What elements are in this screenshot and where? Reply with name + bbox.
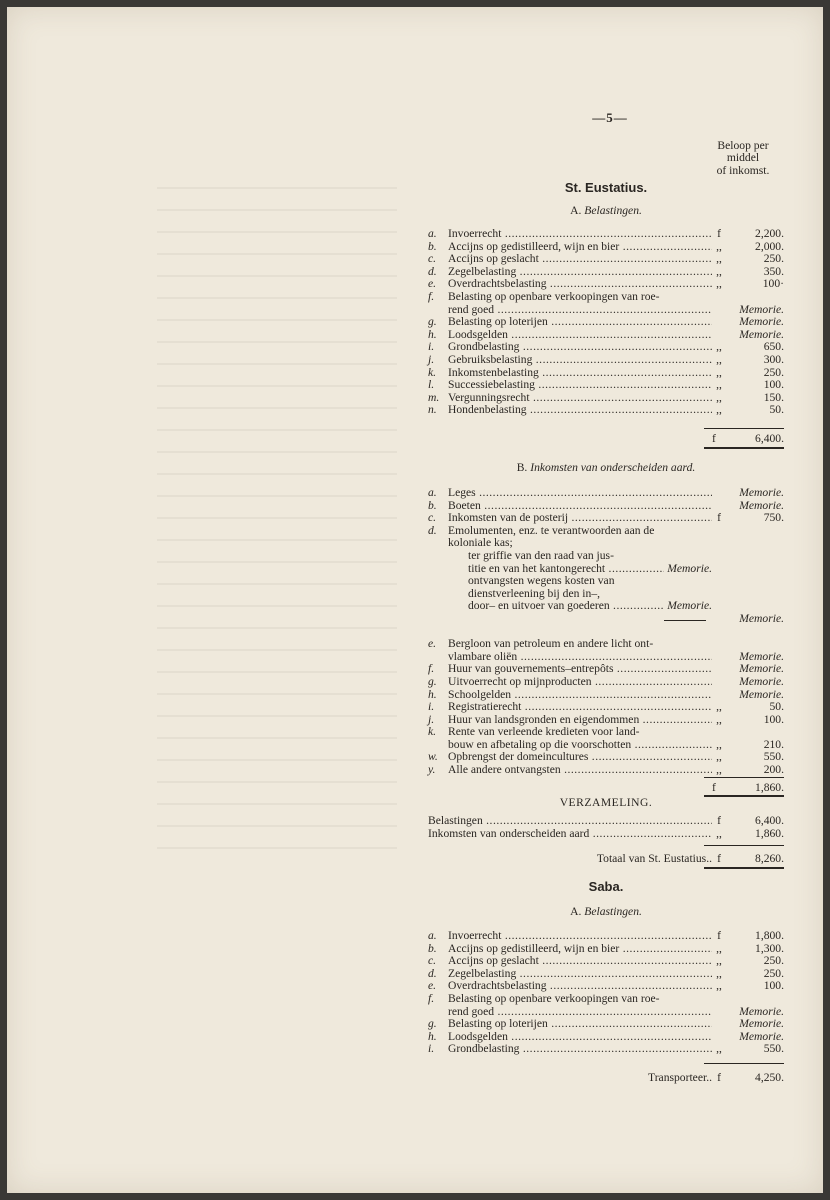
line-item (428, 241, 784, 254)
section-title-saba: Saba. (588, 879, 624, 894)
item-amount: 250. (763, 966, 784, 980)
item-amount: 2,000. (755, 239, 784, 253)
item-description: Huur van gouvernements–entrepôts ..... (448, 663, 712, 676)
line-item (428, 1031, 784, 1044)
item-amount: 100. (763, 378, 784, 392)
item-amount: 200. (763, 763, 784, 777)
currency: ,, (716, 340, 722, 354)
grand-total-amount: 8,260. (755, 852, 784, 865)
item-description: Zegelbelasting ..... (448, 968, 712, 981)
item-amount: 50. (769, 403, 784, 417)
line-item (428, 291, 784, 304)
item-amount: 1,860. (755, 826, 784, 840)
inline-memorie: Memorie. (664, 600, 712, 613)
subsection-letter: B. (516, 461, 528, 474)
eustatius-inkomsten-list (428, 487, 784, 777)
line-item (428, 930, 784, 943)
line-item (428, 828, 784, 841)
item-letter: c. (428, 252, 437, 266)
item-description: dienstverleening bij den in–, (468, 587, 601, 600)
line-item (428, 228, 784, 241)
line-item (428, 815, 784, 828)
subsection-letter: A. (570, 204, 582, 217)
currency: ,, (716, 954, 722, 968)
line-item (428, 1006, 784, 1019)
subsection-subtitle: Inkomsten van onderscheiden aard. (530, 461, 696, 474)
item-letter: y. (428, 763, 436, 777)
item-letter: h. (428, 687, 437, 701)
line-item (428, 676, 784, 689)
item-description: Inkomstenbelasting ..... (448, 367, 712, 380)
line-item (428, 379, 784, 392)
line-item (428, 980, 784, 993)
item-amount: 6,400. (755, 814, 784, 827)
item-letter: a. (428, 227, 437, 240)
line-item (428, 525, 784, 538)
column-header (700, 140, 786, 177)
line-item (428, 537, 784, 550)
item-description: Bergloon van petroleum en andere licht ont- (448, 638, 654, 651)
line-item (428, 404, 784, 417)
item-letter: g. (428, 1017, 437, 1031)
subsection-a-heading (428, 204, 784, 217)
currency: f (717, 1071, 721, 1084)
item-amount: 210. (763, 737, 784, 751)
item-description: Loodsgelden ..... (448, 329, 712, 342)
item-description: Uitvoerrecht op mijnproducten ..... (448, 676, 712, 689)
line-item (428, 968, 784, 981)
section-title-st-eustatius: St. Eustatius. (564, 180, 648, 195)
item-description: Belasting op loterijen ..... (448, 316, 712, 329)
item-amount: Memorie. (739, 302, 784, 316)
item-description: ontvangsten wegens kosten van (468, 575, 615, 588)
item-description: Alle andere ontvangsten ..... (448, 764, 712, 777)
saba-belastingen-list (428, 930, 784, 1056)
item-amount: 1,800. (755, 929, 784, 942)
item-amount: Memorie. (739, 498, 784, 512)
line-item (428, 392, 784, 405)
line-item (428, 993, 784, 1006)
item-description: Invoerrecht ..... (448, 228, 712, 241)
line-item (428, 651, 784, 664)
item-letter: f. (428, 289, 435, 303)
item-amount: 2,200. (755, 227, 784, 240)
currency: ,, (716, 750, 722, 764)
total-amount: 6,400. (755, 432, 784, 445)
currency: ,, (716, 252, 722, 266)
item-amount: Memorie. (739, 486, 784, 499)
line-item (428, 626, 784, 639)
item-description: Zegelbelasting ..... (448, 266, 712, 279)
line-item (428, 739, 784, 752)
line-item (428, 600, 784, 613)
item-description: Invoerrecht ..... (448, 930, 712, 943)
item-amount: 100· (762, 277, 784, 291)
item-description: Belasting op openbare verkoopingen van roe- (448, 290, 660, 303)
item-amount: 100. (763, 712, 784, 726)
line-item (428, 500, 784, 513)
currency: f (717, 227, 721, 240)
item-description: Accijns op geslacht ..... (448, 955, 712, 968)
currency: ,, (716, 763, 722, 777)
item-letter: g. (428, 674, 437, 688)
eustatius-belastingen-list (428, 228, 784, 417)
item-description: rend goed ..... (448, 1006, 712, 1019)
sum-rule (704, 1063, 784, 1064)
item-amount: 50. (769, 700, 784, 714)
line-item (428, 726, 784, 739)
sum-rule (704, 428, 784, 429)
item-letter: f. (428, 662, 435, 676)
item-description: Hondenbelasting ..... (448, 404, 712, 417)
line-item (428, 1043, 784, 1056)
item-description: koloniale kas; (448, 537, 513, 550)
item-description: Huur van landsgronden en eigendommen ..... (448, 714, 712, 727)
item-description: Leges ..... (448, 487, 712, 500)
transport-label: Transporteer.. (648, 1071, 712, 1084)
line-item (428, 512, 784, 525)
currency: ,, (716, 712, 722, 726)
item-amount: Memorie. (739, 674, 784, 688)
item-amount: 250. (763, 954, 784, 968)
item-letter: a. (428, 929, 437, 942)
item-description: rend goed ..... (448, 304, 712, 317)
item-letter: j. (428, 712, 435, 726)
item-description: Grondbelasting ..... (448, 1043, 712, 1056)
line-item (428, 550, 784, 563)
subsum-rule (664, 620, 706, 621)
item-amount: Memorie. (739, 662, 784, 676)
item-letter: k. (428, 725, 437, 739)
item-letter: c. (428, 511, 437, 525)
item-amount: 250. (763, 252, 784, 266)
item-description: ter griffie van den raad van jus- (468, 549, 614, 562)
item-amount: 350. (763, 264, 784, 278)
item-description: Opbrengst der domeincultures ..... (448, 751, 712, 764)
item-letter: e. (428, 979, 437, 993)
subsection-subtitle: Belastingen. (584, 905, 642, 918)
currency: f (717, 814, 721, 827)
line-item (428, 253, 784, 266)
item-description: Inkomsten van de posterij ..... (448, 512, 712, 525)
currency: f (717, 929, 721, 942)
item-description: Belasting op loterijen ..... (448, 1018, 712, 1031)
currency: ,, (716, 941, 722, 955)
currency: ,, (716, 403, 722, 417)
item-amount: 550. (763, 1042, 784, 1056)
item-letter: i. (428, 340, 435, 354)
item-description: Belasting op openbare verkoopingen van roe- (448, 992, 660, 1005)
currency: f (712, 432, 716, 445)
item-letter: h. (428, 1029, 437, 1043)
sum-rule (704, 845, 784, 846)
item-amount: Memorie. (739, 1017, 784, 1031)
item-letter: c. (428, 954, 437, 968)
item-letter: e. (428, 637, 437, 651)
item-letter: k. (428, 365, 437, 379)
item-letter: i. (428, 1042, 435, 1056)
line-item (428, 689, 784, 702)
item-description: Rente van verleende kredieten voor land- (448, 726, 640, 739)
currency: ,, (716, 277, 722, 291)
total-rule (704, 867, 784, 869)
item-description: Gebruiksbelasting ..... (448, 354, 712, 367)
currency: ,, (716, 378, 722, 392)
line-item (428, 714, 784, 727)
verzameling-list (428, 815, 784, 840)
grand-total-label: Totaal van St. Eustatius.. (596, 852, 712, 865)
item-description: Boeten ..... (448, 500, 712, 513)
line-item (428, 575, 784, 588)
item-amount: Memorie. (739, 315, 784, 329)
item-letter: d. (428, 966, 437, 980)
item-amount: Memorie. (739, 1029, 784, 1043)
currency: ,, (716, 966, 722, 980)
item-letter: m. (428, 390, 440, 404)
total-rule (704, 447, 784, 449)
column-header-line: middel (726, 151, 760, 165)
page-number: —5— (592, 110, 628, 125)
bleed-through-shadow (157, 167, 397, 867)
subsection-letter: A. (570, 905, 582, 918)
currency: f (717, 852, 721, 865)
item-amount: 550. (763, 750, 784, 764)
currency: ,, (716, 700, 722, 714)
item-amount: 1,300. (755, 941, 784, 955)
currency: ,, (716, 737, 722, 751)
currency: ,, (716, 365, 722, 379)
line-item (428, 751, 784, 764)
item-letter: a. (428, 486, 437, 499)
currency: ,, (716, 826, 722, 840)
currency: ,, (716, 390, 722, 404)
item-description: Inkomsten van onderscheiden aard ..... (428, 828, 712, 841)
currency: ,, (716, 264, 722, 278)
line-item (428, 764, 784, 777)
item-amount: 750. (763, 511, 784, 525)
column-header-line: of inkomst. (716, 163, 770, 177)
currency: f (712, 781, 716, 794)
item-amount: Memorie. (739, 327, 784, 341)
item-letter: w. (428, 750, 438, 764)
item-amount: 650. (763, 340, 784, 354)
item-description: Grondbelasting ..... (448, 341, 712, 354)
item-description: Overdrachtsbelasting ..... (448, 980, 712, 993)
item-description: vlambare oliën ..... (448, 651, 712, 664)
item-letter: d. (428, 264, 437, 278)
line-item (428, 341, 784, 354)
item-description: Accijns op gedistilleerd, wijn en bier ..... (448, 943, 712, 956)
line-item (428, 367, 784, 380)
currency: ,, (716, 979, 722, 993)
item-letter: b. (428, 941, 437, 955)
item-letter: i. (428, 700, 435, 714)
line-item (428, 613, 784, 626)
item-description: door– en uitvoer van goederen ..... (468, 600, 712, 613)
item-amount: Memorie. (739, 649, 784, 663)
item-letter: g. (428, 315, 437, 329)
subsection-a-heading (428, 905, 784, 918)
item-amount: 150. (763, 390, 784, 404)
item-description: Belastingen ..... (428, 815, 712, 828)
item-amount: Memorie. (739, 687, 784, 701)
line-item (428, 329, 784, 342)
item-description: Emolumenten, enz. te verantwoorden aan de (448, 524, 655, 537)
item-description: titie en van het kantongerecht ..... (468, 563, 712, 576)
inline-memorie: Memorie. (664, 563, 712, 576)
item-letter: b. (428, 498, 437, 512)
line-item (428, 701, 784, 714)
item-letter: b. (428, 239, 437, 253)
line-item (428, 563, 784, 576)
item-description: Registratierecht ..... (448, 701, 712, 714)
item-letter: e. (428, 277, 437, 291)
item-description: bouw en afbetaling op die voorschotten ..... (448, 739, 712, 752)
item-letter: f. (428, 991, 435, 1005)
line-item (428, 278, 784, 291)
item-letter: l. (428, 378, 435, 392)
item-letter: j. (428, 352, 435, 366)
line-item (428, 588, 784, 601)
line-item (428, 487, 784, 500)
line-item (428, 1018, 784, 1031)
item-amount: 250. (763, 365, 784, 379)
item-description: Schoolgelden ..... (448, 689, 712, 702)
line-item (428, 955, 784, 968)
currency: f (717, 511, 721, 525)
transport-amount: 4,250. (755, 1071, 784, 1084)
currency: ,, (716, 1042, 722, 1056)
line-item (428, 354, 784, 367)
subsection-b-heading (428, 461, 784, 474)
total-amount: 1,860. (755, 781, 784, 794)
line-item (428, 638, 784, 651)
item-description: Overdrachtsbelasting ..... (448, 278, 712, 291)
item-amount: 300. (763, 352, 784, 366)
verzameling-heading: VERZAMELING. (559, 796, 653, 809)
subsection-subtitle: Belastingen. (584, 204, 642, 217)
item-letter: n. (428, 403, 437, 417)
item-description: Accijns op geslacht ..... (448, 253, 712, 266)
item-description: Successiebelasting ..... (448, 379, 712, 392)
sum-rule (704, 777, 784, 778)
line-item (428, 943, 784, 956)
line-item (428, 266, 784, 279)
line-item (428, 663, 784, 676)
currency: ,, (716, 239, 722, 253)
item-description: Accijns op gedistilleerd, wijn en bier ..... (448, 241, 712, 254)
item-amount: 100. (763, 979, 784, 993)
item-description: Vergunningsrecht ..... (448, 392, 712, 405)
item-amount: Memorie. (739, 1004, 784, 1018)
column-header-line: Beloop per (717, 139, 769, 152)
item-letter: d. (428, 523, 437, 537)
currency: ,, (716, 352, 722, 366)
line-item (428, 304, 784, 317)
item-description: Loodsgelden ..... (448, 1031, 712, 1044)
line-item (428, 316, 784, 329)
item-letter: h. (428, 327, 437, 341)
item-amount: Memorie. (739, 611, 784, 625)
